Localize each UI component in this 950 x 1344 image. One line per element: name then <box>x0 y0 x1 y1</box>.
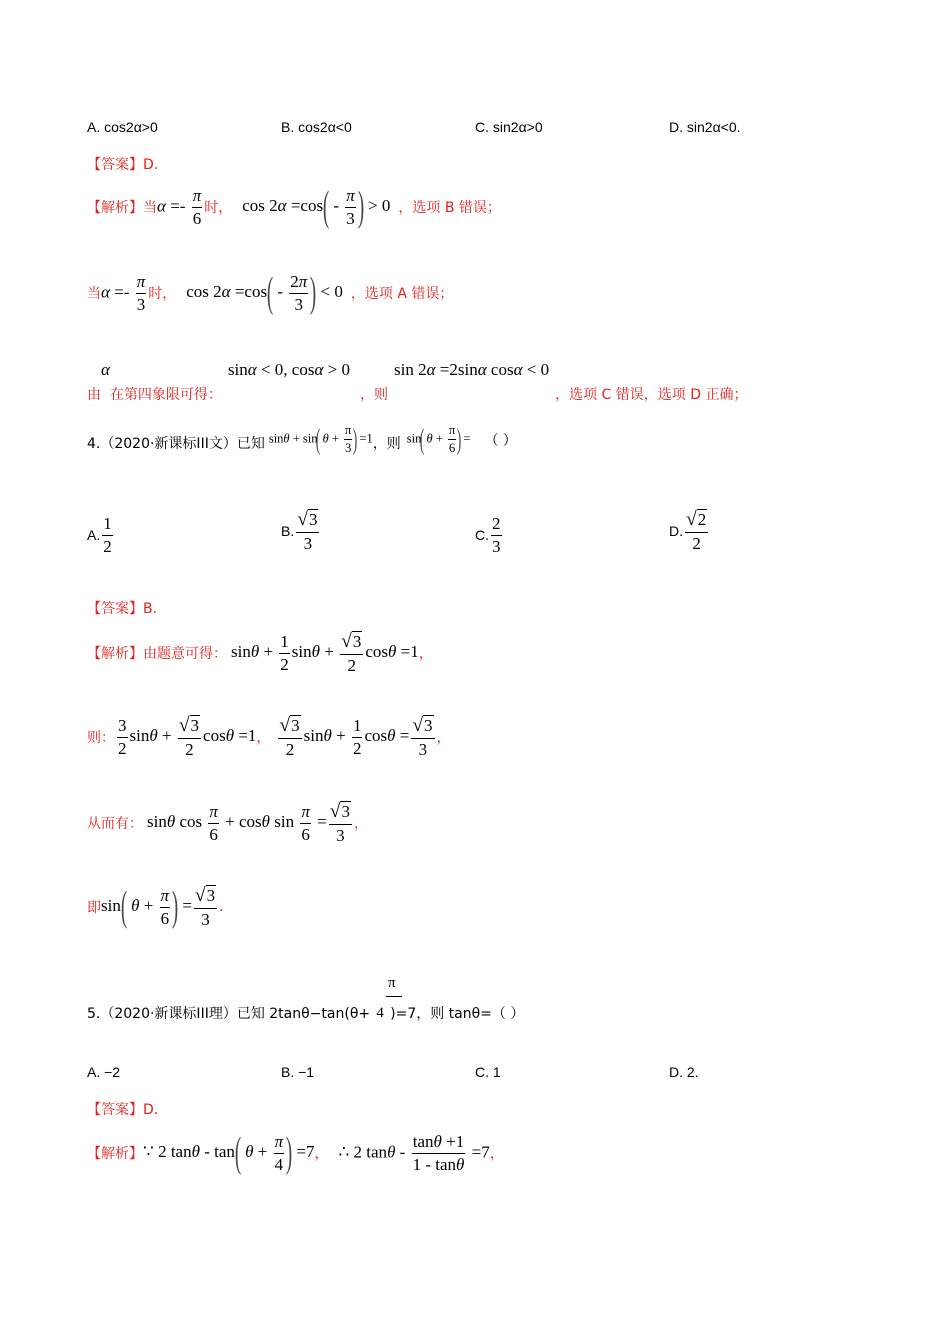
analysis-label: 【解析】由题意可得： <box>87 646 227 663</box>
q5-option-b: B. −1 <box>281 1064 315 1080</box>
analysis-text: 时， <box>148 286 177 302</box>
math-target: sin( θ + $\frac{\pi}{6}$ ) = <box>406 422 471 456</box>
analysis-label: 由 <box>87 387 101 403</box>
math-expand: sinθ + $\frac{1}{2}$ sinθ + $\frac{√3}{2}$ cosθ =1 <box>231 631 419 675</box>
analysis-text: ， <box>418 646 433 663</box>
q3-analysis-line2 <box>87 272 453 314</box>
option-label: A. <box>87 527 101 544</box>
q4-option-c <box>475 515 504 556</box>
math-frac: $\frac{1}{2}$ <box>103 514 112 556</box>
analysis-text: ，选项 C 错误，选项 D 正确； <box>555 387 748 403</box>
q3-option-a: A. cos2α>0 <box>87 119 158 135</box>
q5-option-c: C. 1 <box>475 1064 501 1080</box>
q3-option-b: B. cos2α<0 <box>281 119 352 135</box>
q5-analysis-line1 <box>87 1132 504 1174</box>
analysis-text: . <box>219 899 224 916</box>
math-frac: $\frac{2}{3}$ <box>492 514 501 556</box>
analysis-text: ， <box>436 730 451 747</box>
question-text: 5.（2020·新课标III理）已知 2tanθ−tan(θ+ <box>87 1006 371 1022</box>
math-cos2a: cos 2α =cos( - $\frac{\pi}{3}$ ) > 0 <box>242 184 391 230</box>
q4-option-d <box>669 510 710 552</box>
analysis-label: 【解析】当 <box>87 200 157 216</box>
math-frac: $\frac{√2}{2}$ <box>686 509 707 553</box>
q4-answer: 【答案】B. <box>87 601 158 617</box>
question-text: ，则 <box>372 436 401 453</box>
q5-fraction-bar <box>386 996 402 997</box>
math-given: sinθ + sin( θ + $\frac{\pi}{3}$ ) =1 <box>268 422 373 456</box>
analysis-text: 时， <box>204 200 233 216</box>
q4-option-b <box>281 510 321 552</box>
question-text: )=7，则 tanθ=（ ） <box>390 1006 525 1022</box>
q3-analysis-line3 <box>87 360 747 404</box>
q5-pi-numerator: π <box>388 975 396 991</box>
q5-pi-denominator: 4 <box>376 1004 384 1021</box>
analysis-text: 在第四象限可得： <box>109 387 222 403</box>
q5-option-d: D. 2. <box>669 1064 699 1080</box>
math-cos2a: cos 2α =cos( - $\frac{2\pi}{3}$ ) < 0 <box>186 270 343 316</box>
analysis-text: ，选项 B 错误； <box>398 200 501 216</box>
math-step: ∴ 2 tanθ - $\frac{\tan\theta +1}{1 - \tan\theta}$ =7 <box>338 1131 490 1174</box>
analysis-text: ， <box>353 816 368 833</box>
analysis-label: 则： <box>87 730 115 747</box>
q3-answer: 【答案】D. <box>87 157 159 173</box>
analysis-label: 从而有： <box>87 816 143 833</box>
analysis-text: ， <box>489 1146 504 1162</box>
q4-analysis-line2 <box>87 716 451 758</box>
analysis-label: 即 <box>87 900 101 917</box>
analysis-text: ， <box>256 730 271 747</box>
analysis-text: ，则 <box>360 387 388 403</box>
q5-option-a: A. −2 <box>87 1064 121 1080</box>
q3-option-d: D. sin2α<0. <box>669 119 741 135</box>
math-sin-cos-ineq: sinα < 0, cosα > 0 <box>227 360 350 379</box>
math-step: $\frac{√3}{2}$ sinθ + $\frac{1}{2}$ cosθ = $\frac{√3}{3}$ <box>279 715 433 759</box>
q4-stem <box>87 424 517 455</box>
q3-option-c: C. sin2α>0 <box>475 119 543 135</box>
analysis-text: ， <box>314 1146 329 1162</box>
math-alpha-eq: α =- $\frac{\pi}{6}$ <box>157 185 202 228</box>
q5-answer: 【答案】D. <box>87 1102 159 1118</box>
q5-stem <box>87 1003 524 1023</box>
analysis-label: 当 <box>87 286 101 302</box>
analysis-label: 【解析】 <box>87 1146 143 1162</box>
q4-analysis-line1 <box>87 632 433 674</box>
q4-analysis-line4 <box>87 884 224 931</box>
math-given: ∵ 2 tanθ - tan( θ + $\frac{\pi}{4}$ ) =7 <box>143 1130 315 1176</box>
option-label: B. <box>281 523 295 540</box>
math-result: sin( θ + $\frac{\pi}{6}$ ) = $\frac{√3}{3}$ <box>101 884 216 931</box>
q4-analysis-line3 <box>87 802 368 844</box>
analysis-text: ，选项 A 错误； <box>350 286 454 302</box>
option-label: C. <box>475 527 489 544</box>
math-frac: $\frac{√3}{3}$ <box>297 509 318 553</box>
math-step: sinθ cos $\frac{\pi}{6}$ + cosθ sin $\frac{\pi}{6}$ = $\frac{√3}{3}$ <box>147 801 350 845</box>
math-alpha: α <box>101 360 110 379</box>
q3-analysis-line1 <box>87 186 501 228</box>
option-label: D. <box>669 523 683 540</box>
answer-blank: （ ） <box>484 432 517 449</box>
q4-option-a <box>87 515 115 556</box>
math-sin2a: sin 2α =2sinα cosα < 0 <box>394 360 550 379</box>
math-step: $\frac{3}{2}$ sinθ + $\frac{√3}{2}$ cosθ =1 <box>118 715 257 759</box>
question-text: 4.（2020·新课标III文）已知 <box>87 436 265 453</box>
math-alpha-eq: α =- $\frac{\pi}{3}$ <box>101 271 146 314</box>
